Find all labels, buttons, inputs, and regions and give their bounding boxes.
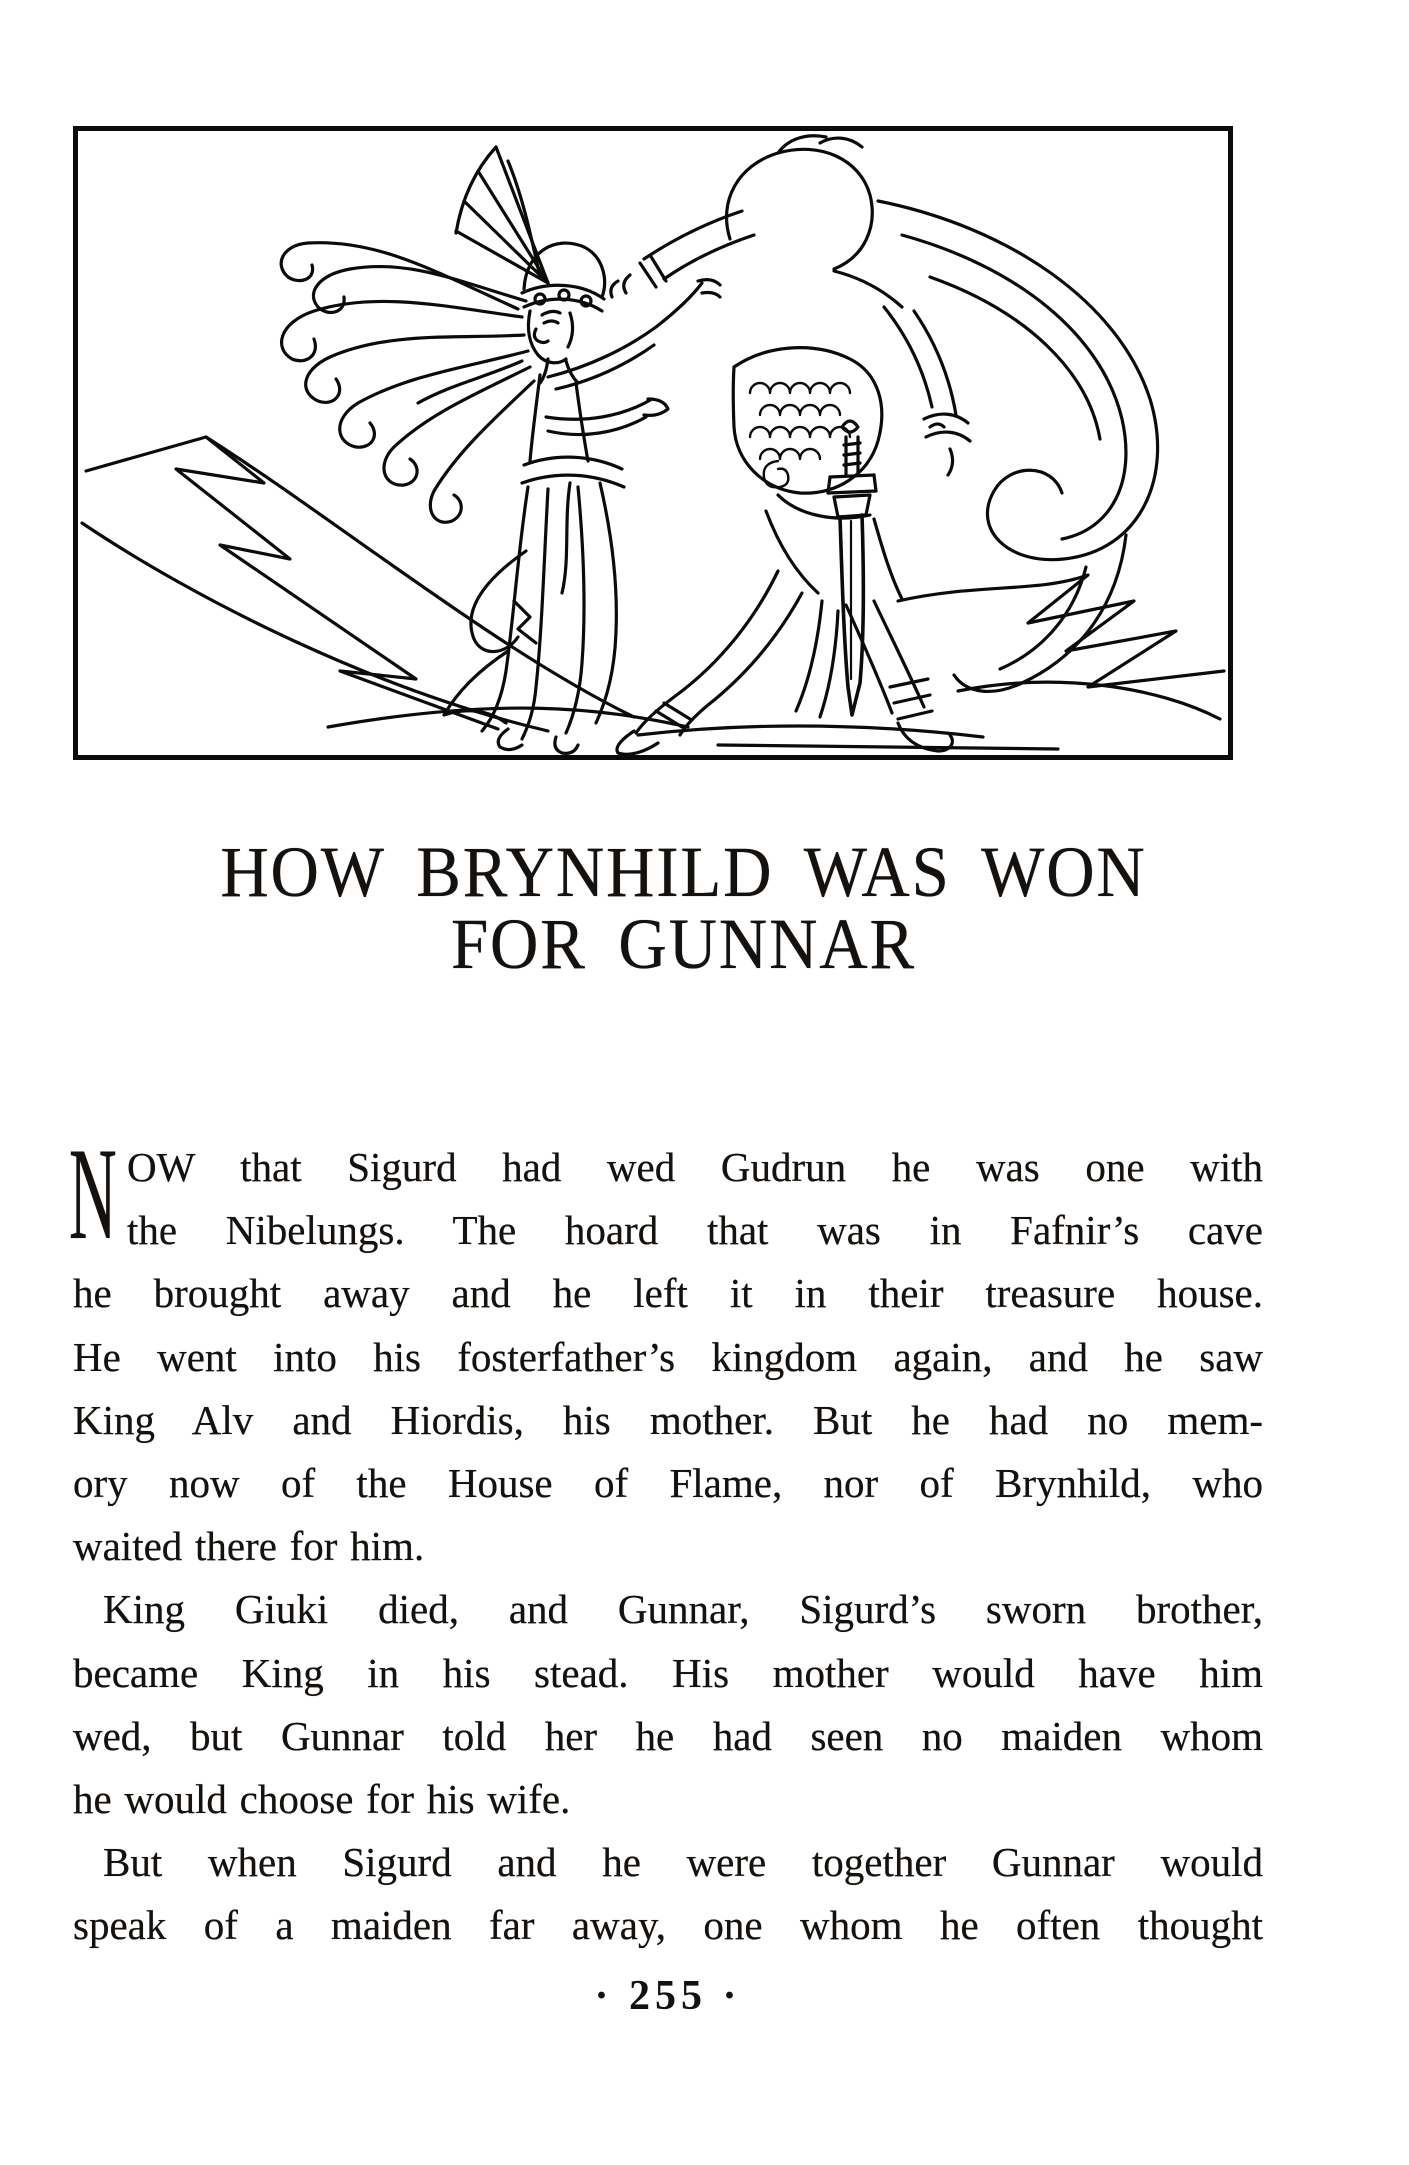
body-line: King Giuki died, and Gunnar, Sigurd’s sworn brother, — [103, 1586, 1263, 1633]
body-line: became King in his stead. His mother would have him — [73, 1649, 1263, 1696]
chapter-title-line-2: FOR GUNNAR — [450, 904, 917, 984]
illustration-frame — [73, 126, 1233, 760]
body-line: speak of a maiden far away, one whom he often thought — [73, 1902, 1263, 1949]
body-line: waited there for him. — [73, 1523, 425, 1570]
body-line: ory now of the House of Flame, nor of Brynhild, who — [73, 1459, 1263, 1506]
body-line: the Nibelungs. The hoard that was in Fafnir’s cave — [127, 1207, 1263, 1254]
chapter-title-line-1: HOW BRYNHILD WAS WON — [220, 832, 1147, 912]
body-line: he brought away and he left it in their treasure house. — [73, 1270, 1263, 1317]
drop-cap: N — [69, 1120, 117, 1267]
body-line: wed, but Gunnar told her he had seen no maiden whom — [73, 1712, 1263, 1759]
page-number: · 255 · — [594, 1973, 742, 2019]
body-line: King Alv and Hiordis, his mother. But he had no mem- — [73, 1396, 1263, 1443]
body-line: He went into his fosterfather’s kingdom again, and he saw — [73, 1333, 1263, 1380]
body-line: he would choose for his wife. — [73, 1775, 571, 1822]
body-line: But when Sigurd and he were together Gunnar would — [103, 1839, 1263, 1886]
body-line: OW that Sigurd had wed Gudrun he was one with — [127, 1144, 1263, 1190]
body-text — [69, 1120, 1263, 1957]
illustration-drawing — [78, 131, 1228, 755]
chapter-title — [48, 832, 1319, 984]
